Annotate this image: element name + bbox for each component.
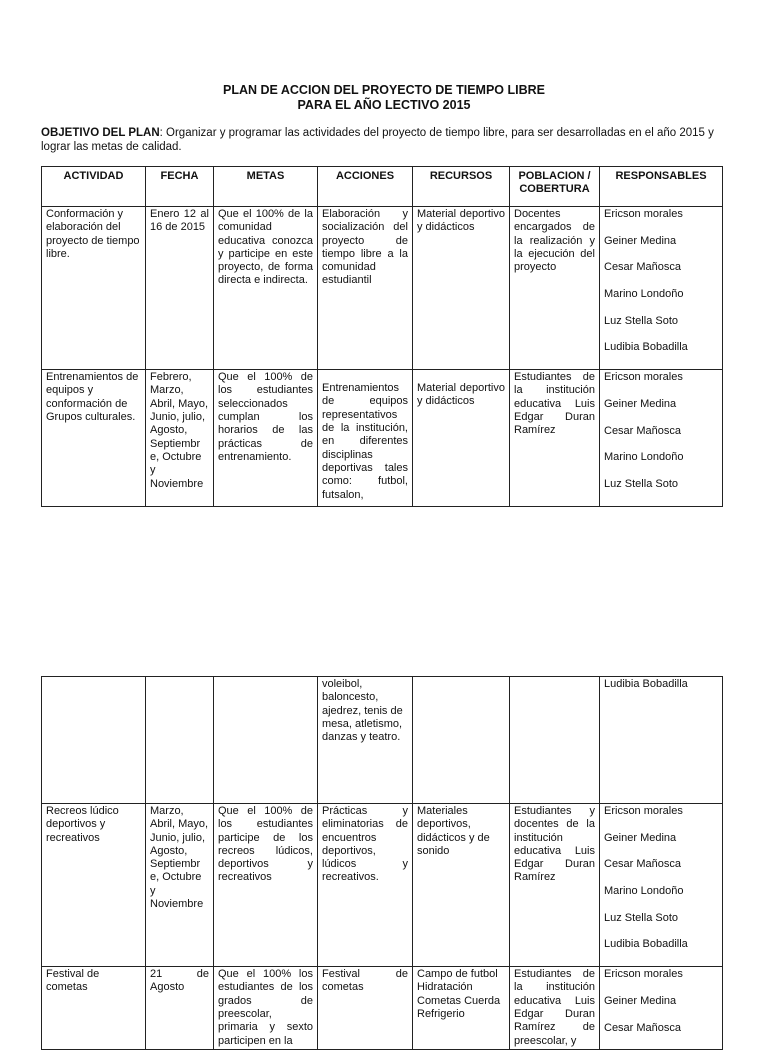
cell-recursos: Campo de futbol Hidratación Cometas Cuerda Refrigerio [413,967,510,1050]
header-recursos: RECURSOS [413,167,510,207]
cell-metas: Que el 100% de la comunidad educativa conozca y participe en este proyecto, de forma directa e indirecta. [214,207,318,370]
cell-recursos [413,677,510,804]
cell-fecha: Marzo, Abril, Mayo, Junio, julio, Agosto, Septiembr e, Octubre y Noviembre [146,804,214,967]
header-metas: METAS [214,167,318,207]
table-row [42,207,723,370]
cell-fecha: Enero 12 al 16 de 2015 [146,207,214,370]
document-title: PLAN DE ACCION DEL PROYECTO DE TIEMPO LIBRE [222,83,546,97]
header-responsables: RESPONSABLES [600,167,723,207]
cell-fecha: 21 de Agosto [146,967,214,1050]
cell-poblacion: Estudiantes de la institución educativa Luis Edgar Duran Ramírez de preescolar, y [510,967,600,1050]
responsable-name: Ericson morales [604,805,683,817]
responsable-name: Marino Londoño [604,451,684,464]
objective-label: OBJETIVO DEL PLAN [41,127,160,139]
cell-responsables [600,370,723,506]
table-header-row [42,167,723,207]
cell-actividad: Festival de cometas [42,967,146,1050]
cell-responsables [600,207,723,370]
responsable-name: Luz Stella Soto [604,477,678,490]
responsable-name: Geiner Medina [604,397,677,410]
responsable-name: Geiner Medina [604,831,677,844]
cell-actividad [42,677,146,804]
cell-actividad: Entrenamientos de equipos y conformación de Grupos culturales. [42,370,146,506]
responsable-name: Ludibia Bobadilla [604,678,688,690]
responsable-name: Cesar Mañosca [604,858,682,871]
cell-poblacion: Docentes encargados de la realización y la ejecución del proyecto [510,207,600,370]
action-plan-table-continued [41,676,723,1050]
table-row [42,967,723,1050]
document-subtitle: PARA EL AÑO LECTIVO 2015 [297,98,471,112]
cell-recursos: Material deportivo y didácticos [413,370,510,506]
cell-poblacion: Estudiantes y docentes de la institución educativa Luis Edgar Duran Ramírez [510,804,600,967]
cell-poblacion: Estudiantes de la institución educativa Luis Edgar Duran Ramírez [510,370,600,506]
cell-poblacion [510,677,600,804]
objective-text: : Organizar y programar las actividades del proyecto de tiempo libre, para ser desarrolladas en el año 2015 y lograr las metas de calidad. [41,127,714,153]
cell-acciones: Elaboración y socialización del proyecto de tiempo libre a la comunidad estudiantil [318,207,413,370]
cell-acciones: Entrenamientos de equipos representativos de la institución, en diferentes disciplinas deportivas tales como: futbol, futsalon, [318,370,413,506]
responsable-name: Ericson morales [604,208,683,220]
cell-fecha: Febrero, Marzo, Abril, Mayo, Junio, julio, Agosto, Septiembr e, Octubre y Noviembre [146,370,214,506]
cell-metas: Que el 100% los estudiantes de los grados de preescolar, primaria y sexto participen en la [214,967,318,1050]
plan-objective [41,126,721,154]
cell-responsables [600,677,723,804]
table-row [42,370,723,506]
cell-recursos: Material deportivo y didácticos [413,207,510,370]
cell-responsables [600,804,723,967]
responsable-name: Luz Stella Soto [604,911,678,924]
action-plan-table [41,166,723,507]
cell-fecha [146,677,214,804]
responsable-name: Marino Londoño [604,885,684,898]
cell-metas: Que el 100% de los estudiantes seleccionados cumplan los horarios de las prácticas de entrenamiento. [214,370,318,506]
cell-acciones: Festival de cometas [318,967,413,1050]
responsable-name: Cesar Mañosca [604,424,682,437]
cell-acciones: voleibol, baloncesto, ajedrez, tenis de mesa, atletismo, danzas y teatro. [318,677,413,804]
table-row [42,677,723,804]
responsable-name: Luz Stella Soto [604,314,678,327]
header-poblacion: POBLACION / COBERTURA [510,167,600,207]
header-acciones: ACCIONES [318,167,413,207]
responsable-name: Ericson morales [604,968,683,981]
cell-acciones: Prácticas y eliminatorias de encuentros deportivos, lúdicos y recreativos. [318,804,413,967]
responsable-name: Ludibia Bobadilla [604,341,688,354]
responsable-name: Cesar Mañosca [604,261,682,274]
cell-recursos: Materiales deportivos, didácticos y de sonido [413,804,510,967]
responsable-name: Geiner Medina [604,234,677,247]
cell-metas [214,677,318,804]
header-actividad: ACTIVIDAD [42,167,146,207]
responsable-name: Ludibia Bobadilla [604,938,688,951]
responsable-name: Cesar Mañosca [604,1021,682,1034]
cell-actividad: Recreos lúdico deportivos y recreativos [42,804,146,967]
responsable-name: Geiner Medina [604,994,677,1007]
header-fecha: FECHA [146,167,214,207]
cell-actividad: Conformación y elaboración del proyecto de tiempo libre. [42,207,146,370]
table-row [42,804,723,967]
cell-metas: Que el 100% de los estudiantes participe de los recreos lúdicos, deportivos y recreativos [214,804,318,967]
responsable-name: Ericson morales [604,371,683,384]
responsable-name: Marino Londoño [604,288,684,301]
cell-responsables [600,967,723,1050]
